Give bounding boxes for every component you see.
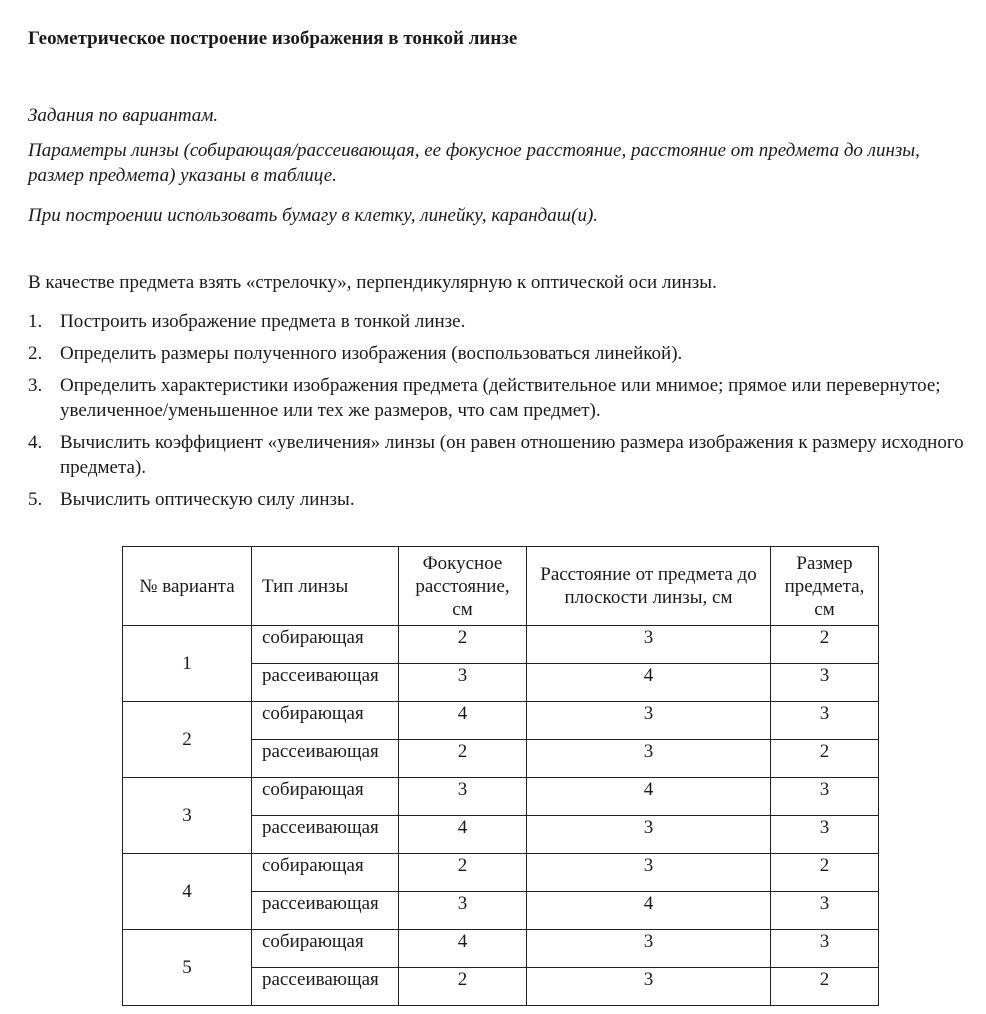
table-row [123,854,879,892]
lens-type: собирающая [252,702,399,740]
lens-type: рассеивающая [252,968,399,1006]
table-row [123,930,879,968]
assignment-line-3: При построении использовать бумагу в клетку, линейку, карандаш(и). [28,205,599,226]
header-object-size: Размер предмета, см [771,547,879,626]
focal-value: 3 [399,664,527,702]
size-value: 3 [771,664,879,702]
step-text: Вычислить оптическую силу линзы. [60,489,355,510]
focal-value: 2 [399,740,527,778]
page-title: Геометрическое построение изображения в тонкой линзе [28,28,518,49]
step-number: 1. [28,311,43,332]
step-item [28,487,968,512]
step-number: 3. [28,375,43,396]
variant-number: 5 [123,930,252,1006]
lens-type: рассеивающая [252,740,399,778]
distance-value: 3 [527,930,771,968]
variant-number: 4 [123,854,252,930]
table-header-row [123,547,879,626]
lens-type: рассеивающая [252,664,399,702]
distance-value: 3 [527,968,771,1006]
focal-value: 2 [399,626,527,664]
header-object-distance: Расстояние от предмета до плоскости линзы, см [527,547,771,626]
size-value: 3 [771,816,879,854]
step-text: Определить характеристики изображения предмета (действительное или мнимое; прямое или перевернутое; увеличенное/уменьшенное или тех же размеров, что сам предмет). [60,375,941,421]
distance-value: 4 [527,778,771,816]
lens-type: собирающая [252,778,399,816]
step-item [28,373,968,423]
step-text: Построить изображение предмета в тонкой линзе. [60,311,466,332]
step-text: Определить размеры полученного изображения (воспользоваться линейкой). [60,343,683,364]
table-row [123,626,879,664]
step-item [28,430,968,480]
variant-number: 1 [123,626,252,702]
focal-value: 2 [399,854,527,892]
assignment-line-2: Параметры линзы (собирающая/рассеивающая, ее фокусное расстояние, расстояние от предмета до линзы, размер предмета) указаны в таблице. [28,140,920,186]
step-item [28,309,968,334]
size-value: 3 [771,778,879,816]
distance-value: 4 [527,664,771,702]
step-text: Вычислить коэффициент «увеличения» линзы (он равен отношению размера изображения к размеру исходного предмета). [60,432,964,478]
distance-value: 3 [527,854,771,892]
lens-type: собирающая [252,854,399,892]
distance-value: 3 [527,816,771,854]
intro-paragraph: В качестве предмета взять «стрелочку», перпендикулярную к оптической оси линзы. [28,272,717,293]
table-row [123,778,879,816]
steps-list [28,309,968,519]
focal-value: 3 [399,778,527,816]
lens-type: собирающая [252,626,399,664]
step-number: 2. [28,343,43,364]
variant-number: 3 [123,778,252,854]
size-value: 3 [771,702,879,740]
step-number: 5. [28,489,43,510]
header-variant: № варианта [123,547,252,626]
focal-value: 4 [399,702,527,740]
header-lens-type: Тип линзы [252,547,399,626]
focal-value: 4 [399,816,527,854]
size-value: 2 [771,854,879,892]
lens-type: собирающая [252,930,399,968]
size-value: 2 [771,968,879,1006]
step-number: 4. [28,432,43,453]
size-value: 2 [771,626,879,664]
distance-value: 3 [527,626,771,664]
lens-type: рассеивающая [252,816,399,854]
distance-value: 3 [527,740,771,778]
focal-value: 3 [399,892,527,930]
size-value: 3 [771,892,879,930]
variants-table [122,546,879,1006]
variant-number: 2 [123,702,252,778]
distance-value: 3 [527,702,771,740]
lens-type: рассеивающая [252,892,399,930]
table-row [123,702,879,740]
distance-value: 4 [527,892,771,930]
step-item [28,341,968,366]
focal-value: 2 [399,968,527,1006]
size-value: 3 [771,930,879,968]
size-value: 2 [771,740,879,778]
header-focal-distance: Фокусное расстояние, см [399,547,527,626]
assignment-line-1: Задания по вариантам. [28,105,219,126]
focal-value: 4 [399,930,527,968]
